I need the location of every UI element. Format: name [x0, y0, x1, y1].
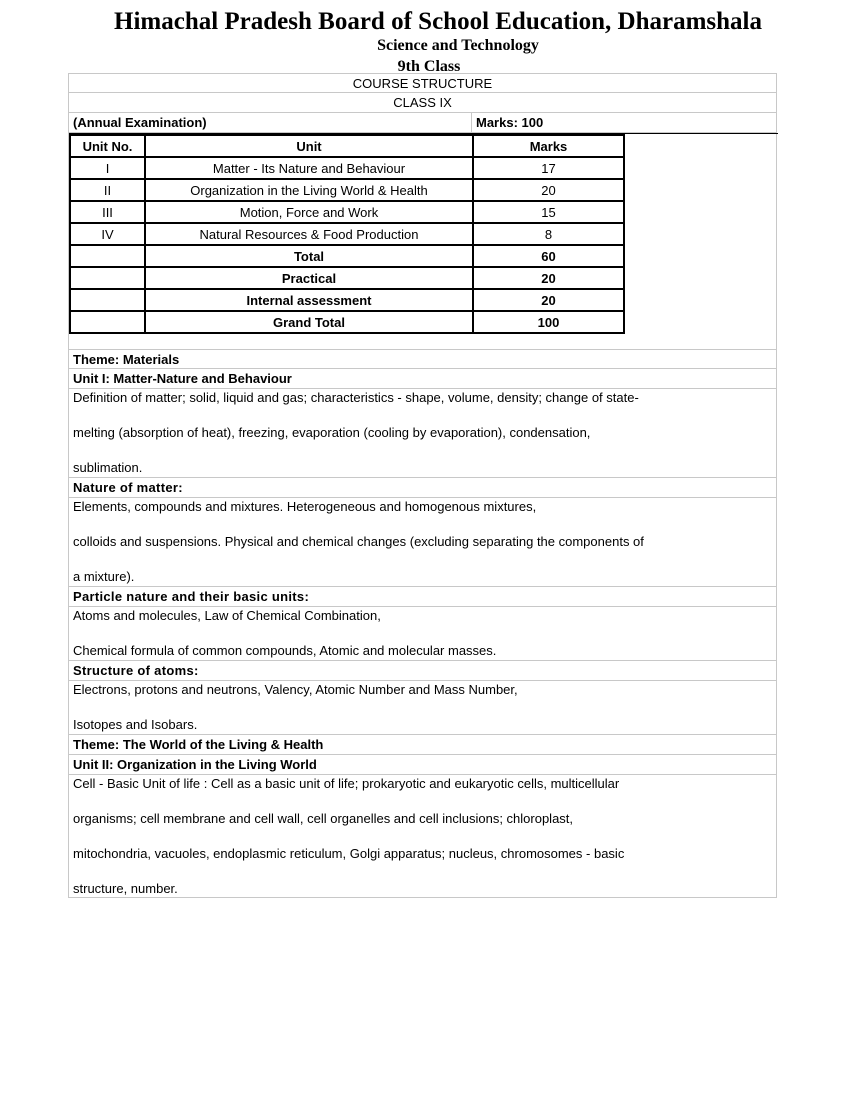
class-label: CLASS IX	[68, 93, 777, 113]
unit-cell: Organization in the Living World & Health	[145, 179, 473, 201]
header-marks: Marks	[473, 135, 624, 157]
unit-cell: Motion, Force and Work	[145, 201, 473, 223]
unit2-text	[68, 775, 777, 898]
internal-assessment-value: 20	[473, 289, 624, 311]
unit-no-cell: I	[70, 157, 145, 179]
internal-assessment-row	[70, 289, 624, 311]
empty-cell	[70, 245, 145, 267]
document-subtitle: Science and Technology	[377, 37, 539, 54]
exam-label: (Annual Examination)	[69, 113, 472, 132]
empty-cell	[70, 267, 145, 289]
unit1-heading: Unit I: Matter-Nature and Behaviour	[68, 369, 777, 389]
marks-table-area	[68, 133, 777, 349]
unit-no-cell: II	[70, 179, 145, 201]
marks-cell: 15	[473, 201, 624, 223]
table-row	[70, 157, 624, 179]
empty-cell	[70, 311, 145, 333]
nature-of-matter-text	[68, 498, 777, 587]
particle-nature-text	[68, 607, 777, 661]
text-line: Elements, compounds and mixtures. Heterogeneous and homogenous mixtures,	[73, 499, 537, 514]
text-line: Electrons, protons and neutrons, Valency, Atomic Number and Mass Number,	[73, 682, 518, 697]
document-title: Himachal Pradesh Board of School Education, Dharamshala	[114, 8, 762, 35]
total-label: Total	[145, 245, 473, 267]
practical-value: 20	[473, 267, 624, 289]
text-line: Atoms and molecules, Law of Chemical Combination,	[73, 608, 381, 623]
table-row	[70, 201, 624, 223]
theme-living-world: Theme: The World of the Living & Health	[68, 735, 777, 755]
grand-total-value: 100	[473, 311, 624, 333]
particle-nature-heading: Particle nature and their basic units:	[68, 587, 777, 607]
table-row	[70, 223, 624, 245]
class-line: 9th Class	[397, 58, 461, 75]
nature-of-matter-heading: Nature of matter:	[68, 478, 777, 498]
internal-assessment-label: Internal assessment	[145, 289, 473, 311]
table-row	[70, 179, 624, 201]
text-line: sublimation.	[73, 460, 143, 475]
grand-total-row	[70, 311, 624, 333]
exam-row	[68, 113, 777, 133]
table-header-row	[70, 135, 624, 157]
header-unit: Unit	[145, 135, 473, 157]
course-sheet	[68, 73, 777, 898]
total-row	[70, 245, 624, 267]
marks-cell: 8	[473, 223, 624, 245]
text-line: structure, number.	[73, 881, 178, 896]
marks-label: Marks: 100	[476, 115, 544, 130]
practical-label: Practical	[145, 267, 473, 289]
text-line: a mixture).	[73, 569, 135, 584]
unit-cell: Matter - Its Nature and Behaviour	[145, 157, 473, 179]
text-line: melting (absorption of heat), freezing, evaporation (cooling by evaporation), condensation,	[73, 425, 591, 440]
unit-cell: Natural Resources & Food Production	[145, 223, 473, 245]
structure-of-atoms-text	[68, 681, 777, 735]
marks-table	[69, 134, 625, 334]
grand-total-label: Grand Total	[145, 311, 473, 333]
theme-materials: Theme: Materials	[68, 349, 777, 369]
text-line: colloids and suspensions. Physical and chemical changes (excluding separating the components of	[73, 534, 644, 549]
text-line: Isotopes and Isobars.	[73, 717, 198, 732]
text-line: Definition of matter; solid, liquid and gas; characteristics - shape, volume, density; change of state-	[73, 390, 639, 405]
text-line: Chemical formula of common compounds, Atomic and molecular masses.	[73, 643, 497, 658]
text-line: Cell - Basic Unit of life : Cell as a basic unit of life; prokaryotic and eukaryotic cells, multicellular	[73, 776, 620, 791]
unit-no-cell: III	[70, 201, 145, 223]
unit-no-cell: IV	[70, 223, 145, 245]
text-line: mitochondria, vacuoles, endoplasmic reticulum, Golgi apparatus; nucleus, chromosomes - basic	[73, 846, 625, 861]
total-value: 60	[473, 245, 624, 267]
unit2-heading: Unit II: Organization in the Living World	[68, 755, 777, 775]
header-unit-no: Unit No.	[70, 135, 145, 157]
empty-cell	[70, 289, 145, 311]
text-line: organisms; cell membrane and cell wall, cell organelles and cell inclusions; chloroplast,	[73, 811, 574, 826]
course-structure-heading: COURSE STRUCTURE	[68, 73, 777, 93]
marks-cell: 20	[473, 179, 624, 201]
structure-of-atoms-heading: Structure of atoms:	[68, 661, 777, 681]
unit1-text	[68, 389, 777, 478]
marks-cell: 17	[473, 157, 624, 179]
practical-row	[70, 267, 624, 289]
